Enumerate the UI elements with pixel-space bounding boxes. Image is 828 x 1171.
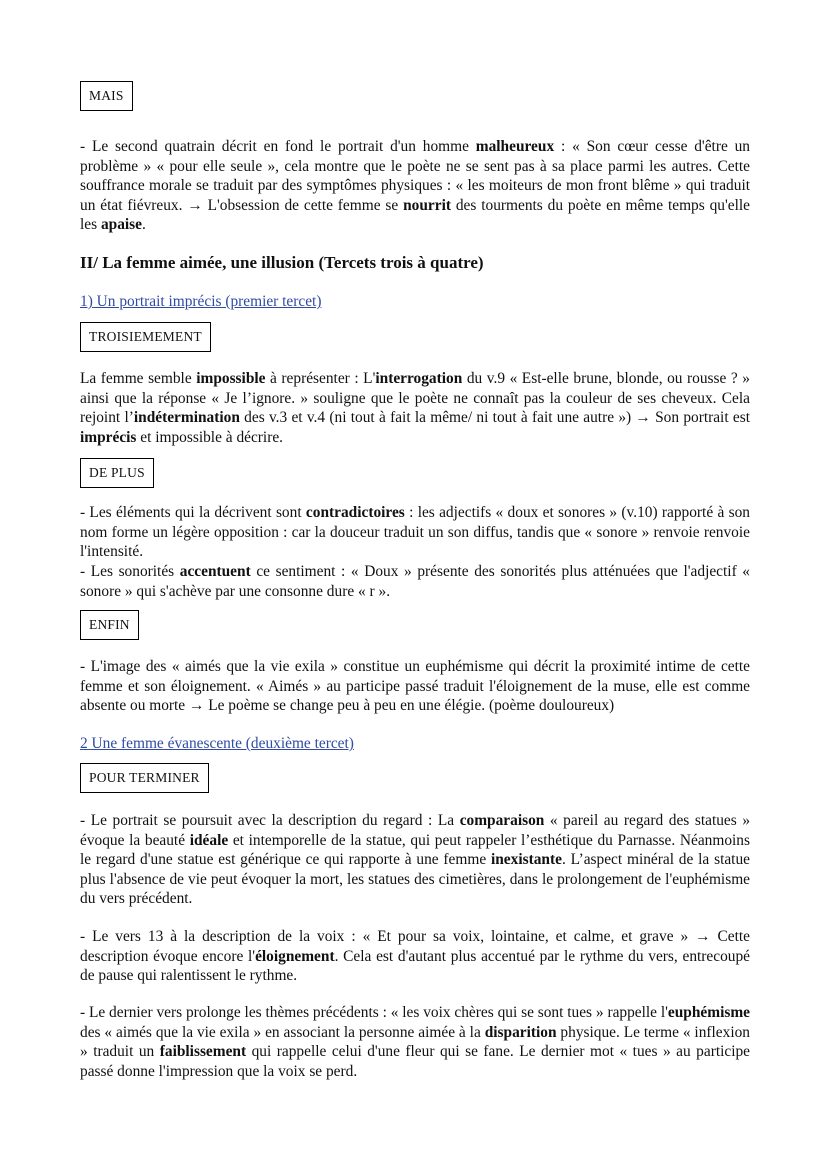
section-heading: II/ La femme aimée, une illusion (Tercets trois à quatre) xyxy=(80,253,484,272)
subsection-link-femme-evanescente[interactable]: 2 Une femme évanescente (deuxième tercet) xyxy=(80,735,354,752)
paragraph-voix: - Le vers 13 à la description de la voix : « Et pour sa voix, lointaine, et calme, et grave » → Cette description évoque encore l'éloignement. Cela est d'autant plus accentué par le rythme du vers, entrecoupé de pause qui ralentissent le rythme. xyxy=(80,928,750,984)
transition-box-mais: MAIS xyxy=(80,81,133,111)
paragraph-femme-impossible: La femme semble impossible à représenter : L'interrogation du v.9 « Est-elle brune, blonde, ou rousse ? » ainsi que la réponse « Je l’ignore. » souligne que le poète ne connaît pas la couleur de ses cheveux. Cela rejoint l’indétermination des v.3 et v.4 (ni tout à fait la même/ ni tout à fait une autre ») → Son portrait est imprécis et impossible à décrire. xyxy=(80,370,750,446)
paragraph-second-quatrain: - Le second quatrain décrit en fond le portrait d'un homme malheureux : « Son cœur cesse d'être un problème » « pour elle seule », cela montre que le poète ne se sent pas à sa place parmi les autres. Cette souffrance morale se traduit par des symptômes physiques : « les moiteurs de mon front blême » qui traduit un état fiévreux. → L'obsession de cette femme se nourrit des tourments du poète en même temps qu'elle les apaise. xyxy=(80,138,750,233)
paragraph-euphemisme: - L'image des « aimés que la vie exila » constitue un euphémisme qui décrit la proximité intime de cette femme et son éloignement. « Aimés » au participe passé traduit l'éloignement de la muse, elle est comme absente ou morte → Le poème se change peu à peu en une élégie. (poème douloureux) xyxy=(80,658,750,714)
transition-box-pour-terminer: POUR TERMINER xyxy=(80,763,209,793)
paragraph-regard: - Le portrait se poursuit avec la description du regard : La comparaison « pareil au regard des statues » évoque la beauté idéale et intemporelle de la statue, qui peut rappeler l’esthétique du Parnasse. Néanmoins le regard d'une statue est générique ce qui rapporte à une femme inexistante. L’aspect minéral de la statue plus l'absence de vie peut évoquer la mort, les statues des cimetières, dans le prolongement de l'euphémisme du vers précédent. xyxy=(80,812,751,907)
paragraph-contradictoires: - Les éléments qui la décrivent sont contradictoires : les adjectifs « doux et sonores » (v.10) rapporté à son nom forme un légère opposition : car la douceur traduit un son diffus, tandis que « sonore » renvoie renvoie l'intensité. xyxy=(80,504,750,560)
transition-box-de-plus: DE PLUS xyxy=(80,458,154,488)
paragraph-sonorites: - Les sonorités accentuent ce sentiment : « Doux » présente des sonorités plus atténuées que l'adjectif « sonore » qui s'achève par une consonne dure « r ». xyxy=(80,563,750,600)
paragraph-dernier-vers: - Le dernier vers prolonge les thèmes précédents : « les voix chères qui se sont tues » rappelle l'euphémisme des « aimés que la vie exila » en associant la personne aimée à la disparition physique. Le terme « inflexion » traduit un faiblissement qui rappelle celui d'une fleur qui se fane. Le dernier mot « tues » au participe passé donne l'impression que la voix se perd. xyxy=(80,1004,750,1080)
transition-box-troisiemement: TROISIEMEMENT xyxy=(80,322,211,352)
subsection-link-portrait-imprecis[interactable]: 1) Un portrait imprécis (premier tercet) xyxy=(80,293,322,310)
transition-box-enfin: ENFIN xyxy=(80,610,139,640)
